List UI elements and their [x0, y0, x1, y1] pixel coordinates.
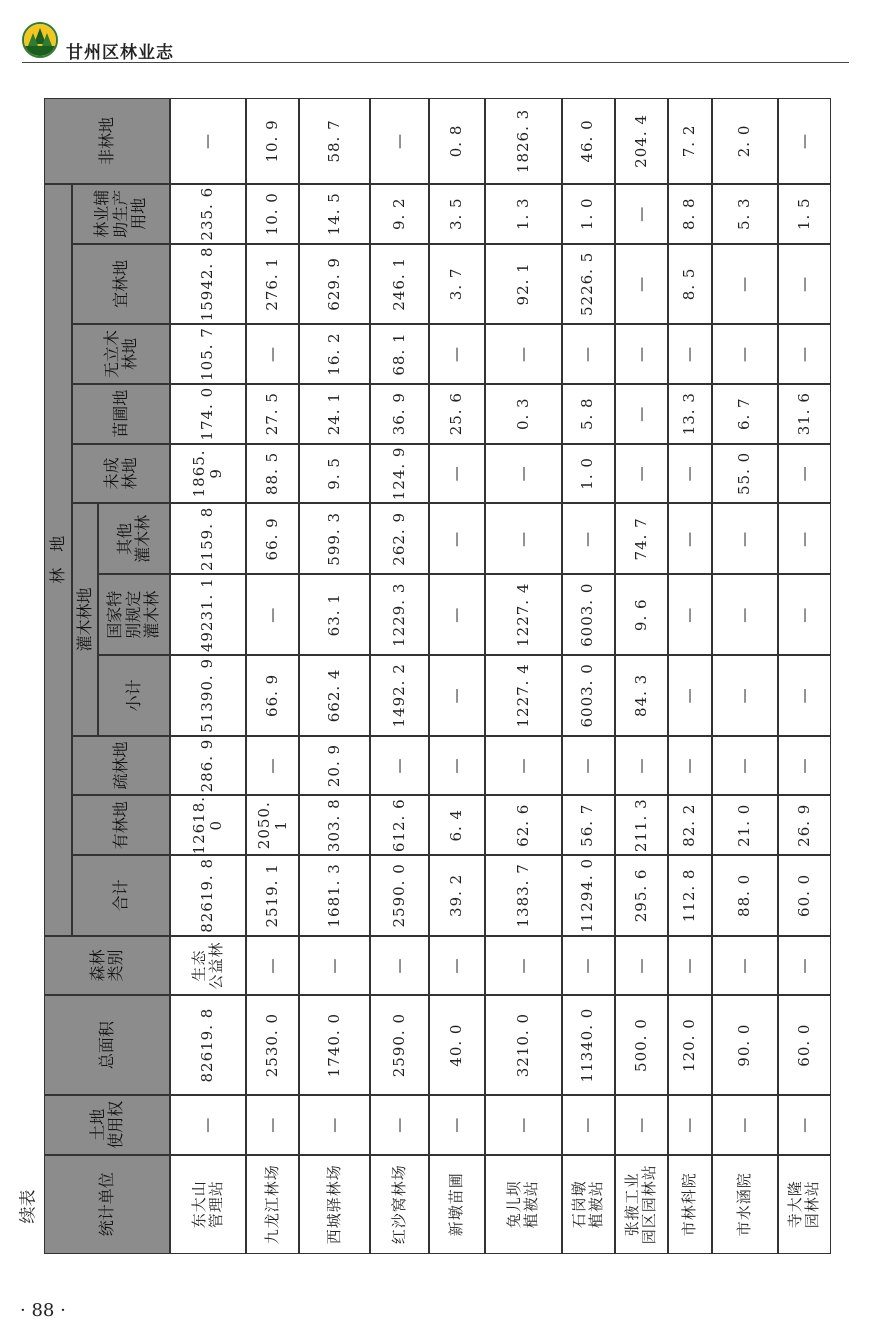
cell-unit: 市林科院 — [668, 1155, 712, 1254]
cell-treeless: 16. 2 — [299, 324, 370, 384]
cell-suitable: 629. 9 — [299, 244, 370, 325]
cell-sparse: 20. 9 — [299, 736, 370, 796]
cell-type: — — [299, 936, 370, 996]
cell-shrub_sub: 1227. 4 — [485, 655, 561, 736]
cell-shrub_other: 2159. 8 — [170, 503, 246, 574]
cell-type: — — [246, 936, 299, 996]
cell-total: 1740. 0 — [299, 995, 370, 1094]
cell-unest: 55. 0 — [712, 444, 778, 504]
cell-stocked: 303. 8 — [299, 795, 370, 855]
cell-unest: — — [429, 444, 485, 504]
cell-shrub_sub: 662. 4 — [299, 655, 370, 736]
cell-aux: 14. 5 — [299, 184, 370, 244]
cell-right: — — [429, 1095, 485, 1155]
cell-aux: 10. 0 — [246, 184, 299, 244]
header-nursery: 苗圃地 — [72, 384, 170, 444]
cell-unest: — — [778, 444, 831, 504]
cell-suitable: 8. 5 — [668, 244, 712, 325]
cell-type: — — [615, 936, 668, 996]
cell-shrub_nat: — — [712, 574, 778, 655]
cell-sum: 295. 6 — [615, 855, 668, 936]
cell-shrub_other: 66. 9 — [246, 503, 299, 574]
cell-aux: 3. 5 — [429, 184, 485, 244]
cell-suitable: 92. 1 — [485, 244, 561, 325]
cell-nonforest: — — [370, 98, 429, 184]
cell-type: — — [562, 936, 615, 996]
cell-treeless: 68. 1 — [370, 324, 429, 384]
header-stocked: 有林地 — [72, 795, 170, 855]
cell-total: 40. 0 — [429, 995, 485, 1094]
cell-shrub_nat: 49231. 1 — [170, 574, 246, 655]
header-suitable: 宜林地 — [72, 244, 170, 325]
cell-nonforest: — — [170, 98, 246, 184]
cell-total: 3210. 0 — [485, 995, 561, 1094]
cell-sum: 2519. 1 — [246, 855, 299, 936]
cell-nursery: 27. 5 — [246, 384, 299, 444]
cell-shrub_nat: — — [778, 574, 831, 655]
cell-shrub_nat: — — [246, 574, 299, 655]
forest-logo-icon — [22, 22, 58, 58]
cell-unit: 市水涵院 — [712, 1155, 778, 1254]
cell-type: — — [778, 936, 831, 996]
page-header — [0, 0, 871, 70]
cell-right: — — [778, 1095, 831, 1155]
cell-sparse: — — [615, 736, 668, 796]
cell-shrub_sub: 6003. 0 — [562, 655, 615, 736]
cell-total: 82619. 8 — [170, 995, 246, 1094]
cell-sum: 82619. 8 — [170, 855, 246, 936]
header-unestablished: 未成 林地 — [72, 444, 170, 504]
cell-sparse: — — [778, 736, 831, 796]
continued-label: 续表 — [18, 1189, 39, 1224]
header-forest_type: 森林 类别 — [44, 936, 170, 996]
cell-shrub_nat: 63. 1 — [299, 574, 370, 655]
header-right: 土地 使用权 — [44, 1095, 170, 1155]
cell-shrub_other: — — [668, 503, 712, 574]
cell-shrub_nat: 6003. 0 — [562, 574, 615, 655]
cell-unit: 兔儿坝 植被站 — [485, 1155, 561, 1254]
cell-right: — — [562, 1095, 615, 1155]
header-sum: 合计 — [72, 855, 170, 936]
cell-aux: 1. 0 — [562, 184, 615, 244]
cell-sparse: — — [712, 736, 778, 796]
cell-right: — — [170, 1095, 246, 1155]
page-number: · 88 · — [20, 1300, 66, 1321]
cell-shrub_other: — — [562, 503, 615, 574]
cell-right: — — [712, 1095, 778, 1155]
cell-shrub_other: — — [712, 503, 778, 574]
cell-shrub_other: 74. 7 — [615, 503, 668, 574]
header-forest-land: 林 地 — [44, 184, 72, 936]
cell-stocked: 26. 9 — [778, 795, 831, 855]
cell-shrub_nat: 9. 6 — [615, 574, 668, 655]
cell-nonforest: 0. 8 — [429, 98, 485, 184]
cell-total: 120. 0 — [668, 995, 712, 1094]
table-container — [44, 98, 831, 1254]
cell-total: 11340. 0 — [562, 995, 615, 1094]
cell-nursery: 25. 6 — [429, 384, 485, 444]
cell-suitable: 5226. 5 — [562, 244, 615, 325]
cell-sum: 39. 2 — [429, 855, 485, 936]
cell-sparse: — — [429, 736, 485, 796]
cell-nursery: 13. 3 — [668, 384, 712, 444]
cell-shrub_nat: — — [429, 574, 485, 655]
cell-unit: 张掖工业 园区园林站 — [615, 1155, 668, 1254]
cell-aux: 235. 6 — [170, 184, 246, 244]
cell-suitable: 15942. 8 — [170, 244, 246, 325]
cell-total: 90. 0 — [712, 995, 778, 1094]
header-auxiliary: 林业辅 助生产 用地 — [72, 184, 170, 244]
cell-treeless: — — [246, 324, 299, 384]
cell-right: — — [615, 1095, 668, 1155]
cell-unit: 西城驿林场 — [299, 1155, 370, 1254]
cell-sum: 1681. 3 — [299, 855, 370, 936]
cell-nonforest: — — [778, 98, 831, 184]
cell-stocked: 21. 0 — [712, 795, 778, 855]
cell-stocked: 62. 6 — [485, 795, 561, 855]
cell-type: — — [485, 936, 561, 996]
header-nonforest: 非林地 — [44, 98, 170, 184]
cell-treeless: — — [485, 324, 561, 384]
cell-unest: 88. 5 — [246, 444, 299, 504]
cell-aux: — — [615, 184, 668, 244]
cell-nonforest: 58. 7 — [299, 98, 370, 184]
header-shrub_sub: 小计 — [98, 655, 170, 736]
cell-suitable: — — [615, 244, 668, 325]
cell-suitable: 276. 1 — [246, 244, 299, 325]
cell-treeless: — — [429, 324, 485, 384]
cell-sum: 112. 8 — [668, 855, 712, 936]
cell-treeless: — — [712, 324, 778, 384]
cell-nursery: 6. 7 — [712, 384, 778, 444]
cell-suitable: — — [712, 244, 778, 325]
cell-type: — — [370, 936, 429, 996]
cell-sparse: — — [370, 736, 429, 796]
cell-sum: 88. 0 — [712, 855, 778, 936]
cell-shrub_sub: — — [429, 655, 485, 736]
cell-shrub_sub: 1492. 2 — [370, 655, 429, 736]
cell-unest: 124. 9 — [370, 444, 429, 504]
cell-nonforest: 7. 2 — [668, 98, 712, 184]
cell-total: 2530. 0 — [246, 995, 299, 1094]
cell-aux: 8. 8 — [668, 184, 712, 244]
cell-unit: 红沙窝林场 — [370, 1155, 429, 1254]
header-divider — [22, 62, 849, 63]
cell-suitable: 246. 1 — [370, 244, 429, 325]
cell-stocked: 2050. 1 — [246, 795, 299, 855]
cell-unest: 1. 0 — [562, 444, 615, 504]
cell-treeless: 105. 7 — [170, 324, 246, 384]
cell-right: — — [485, 1095, 561, 1155]
header-total_area: 总面积 — [44, 995, 170, 1094]
header-shrub_other: 其他 灌木林 — [98, 503, 170, 574]
cell-right: — — [668, 1095, 712, 1155]
cell-aux: 1. 3 — [485, 184, 561, 244]
cell-treeless: — — [562, 324, 615, 384]
cell-stocked: 211. 3 — [615, 795, 668, 855]
cell-stocked: 612. 6 — [370, 795, 429, 855]
cell-shrub_other: 599. 3 — [299, 503, 370, 574]
cell-stocked: 12618. 0 — [170, 795, 246, 855]
cell-shrub_nat: 1227. 4 — [485, 574, 561, 655]
cell-nonforest: 1826. 3 — [485, 98, 561, 184]
cell-nursery: 5. 8 — [562, 384, 615, 444]
cell-sparse: — — [246, 736, 299, 796]
cell-unest: 1865. 9 — [170, 444, 246, 504]
header-shrub_national: 国家特 别规定 灌木林 — [98, 574, 170, 655]
cell-type: 生态 公益林 — [170, 936, 246, 996]
cell-treeless: — — [778, 324, 831, 384]
cell-right: — — [246, 1095, 299, 1155]
cell-total: 2590. 0 — [370, 995, 429, 1094]
cell-nonforest: 204. 4 — [615, 98, 668, 184]
cell-type: — — [712, 936, 778, 996]
cell-shrub_sub: — — [712, 655, 778, 736]
cell-sum: 2590. 0 — [370, 855, 429, 936]
cell-type: — — [668, 936, 712, 996]
cell-unit: 东大山 管理站 — [170, 1155, 246, 1254]
cell-right: — — [370, 1095, 429, 1155]
cell-shrub_other: — — [485, 503, 561, 574]
header-treeless: 无立木 林地 — [72, 324, 170, 384]
cell-shrub_nat: — — [668, 574, 712, 655]
header-sparse: 疏林地 — [72, 736, 170, 796]
cell-unit: 石岗墩 植被站 — [562, 1155, 615, 1254]
cell-treeless: — — [668, 324, 712, 384]
cell-unit: 寺大隆 园林站 — [778, 1155, 831, 1254]
cell-nursery: 0. 3 — [485, 384, 561, 444]
cell-shrub_sub: — — [668, 655, 712, 736]
cell-shrub_other: 262. 9 — [370, 503, 429, 574]
cell-sparse: — — [668, 736, 712, 796]
cell-shrub_other: — — [429, 503, 485, 574]
cell-unest: — — [668, 444, 712, 504]
cell-unest: 9. 5 — [299, 444, 370, 504]
cell-suitable: 3. 7 — [429, 244, 485, 325]
cell-shrub_sub: 51390. 9 — [170, 655, 246, 736]
cell-nursery: 31. 6 — [778, 384, 831, 444]
cell-sum: 11294. 0 — [562, 855, 615, 936]
cell-nursery: — — [615, 384, 668, 444]
cell-total: 500. 0 — [615, 995, 668, 1094]
cell-shrub_nat: 1229. 3 — [370, 574, 429, 655]
cell-unest: — — [615, 444, 668, 504]
cell-sparse: 286. 9 — [170, 736, 246, 796]
cell-sparse: — — [485, 736, 561, 796]
cell-sum: 60. 0 — [778, 855, 831, 936]
cell-nursery: 174. 0 — [170, 384, 246, 444]
cell-stocked: 6. 4 — [429, 795, 485, 855]
cell-nursery: 36. 9 — [370, 384, 429, 444]
cell-aux: 1. 5 — [778, 184, 831, 244]
cell-suitable: — — [778, 244, 831, 325]
cell-sum: 1383. 7 — [485, 855, 561, 936]
cell-total: 60. 0 — [778, 995, 831, 1094]
cell-shrub_sub: — — [778, 655, 831, 736]
cell-shrub_sub: 66. 9 — [246, 655, 299, 736]
book-title: 甘州区林业志 — [66, 43, 174, 63]
cell-stocked: 56. 7 — [562, 795, 615, 855]
cell-sparse: — — [562, 736, 615, 796]
cell-aux: 9. 2 — [370, 184, 429, 244]
cell-treeless: — — [615, 324, 668, 384]
cell-type: — — [429, 936, 485, 996]
cell-stocked: 82. 2 — [668, 795, 712, 855]
rotated-table-frame — [44, 98, 831, 1254]
cell-shrub_other: — — [778, 503, 831, 574]
cell-unest: — — [485, 444, 561, 504]
cell-shrub_sub: 84. 3 — [615, 655, 668, 736]
cell-unit: 九龙江林场 — [246, 1155, 299, 1254]
header-shrub: 灌木林地 — [72, 503, 98, 735]
cell-nonforest: 10. 9 — [246, 98, 299, 184]
cell-nonforest: 2. 0 — [712, 98, 778, 184]
cell-right: — — [299, 1095, 370, 1155]
cell-unit: 新墩苗圃 — [429, 1155, 485, 1254]
header-unit: 统计单位 — [44, 1155, 170, 1254]
cell-nursery: 24. 1 — [299, 384, 370, 444]
cell-nonforest: 46. 0 — [562, 98, 615, 184]
cell-aux: 5. 3 — [712, 184, 778, 244]
